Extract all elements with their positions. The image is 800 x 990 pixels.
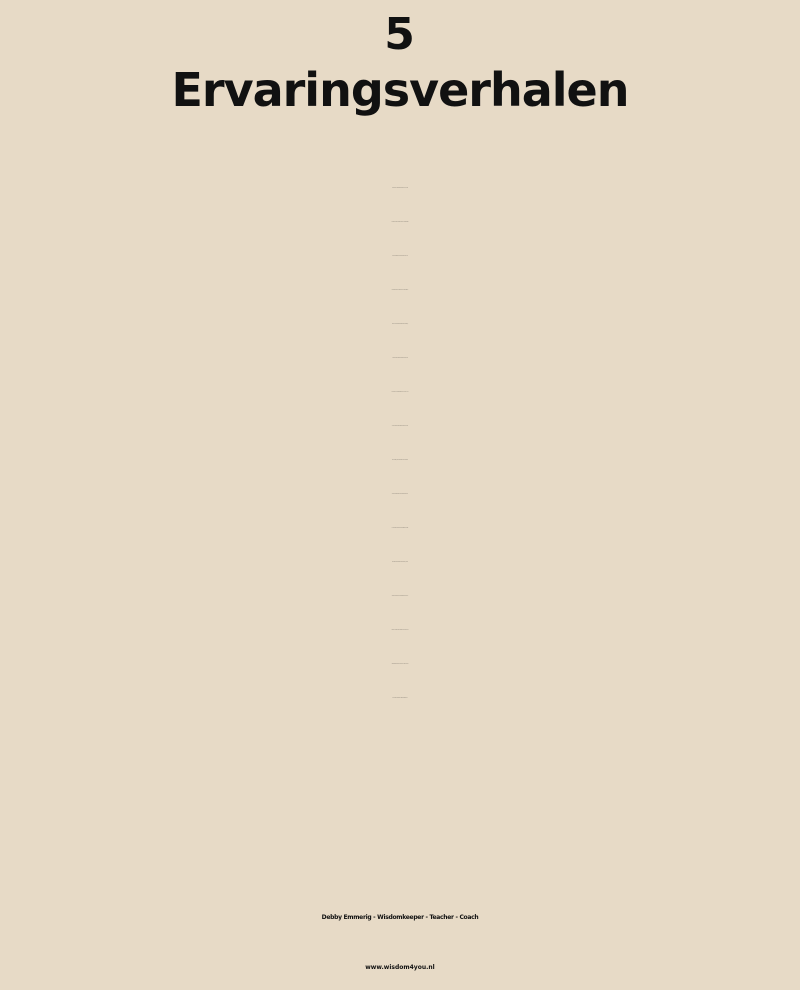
page-title: Ervaringsverhalen <box>171 63 629 117</box>
body-line <box>0 341 800 375</box>
body-line <box>0 239 800 273</box>
body-line <box>0 579 800 613</box>
body-line <box>0 273 800 307</box>
body-line <box>0 681 800 715</box>
body-line <box>0 443 800 477</box>
body-line <box>0 613 800 647</box>
title-number: 5 <box>384 9 416 60</box>
body-line <box>0 171 800 205</box>
body-line <box>0 477 800 511</box>
body-line <box>0 205 800 239</box>
body-line <box>0 545 800 579</box>
body-line <box>0 511 800 545</box>
website-url: www.wisdom4you.nl <box>365 964 435 971</box>
body-line <box>0 409 800 443</box>
body-line <box>0 375 800 409</box>
author-credit: Debby Emmerig - Wisdomkeeper - Teacher - Coach <box>321 914 479 921</box>
body-line <box>0 307 800 341</box>
body-line <box>0 647 800 681</box>
body-paragraph <box>0 171 800 715</box>
